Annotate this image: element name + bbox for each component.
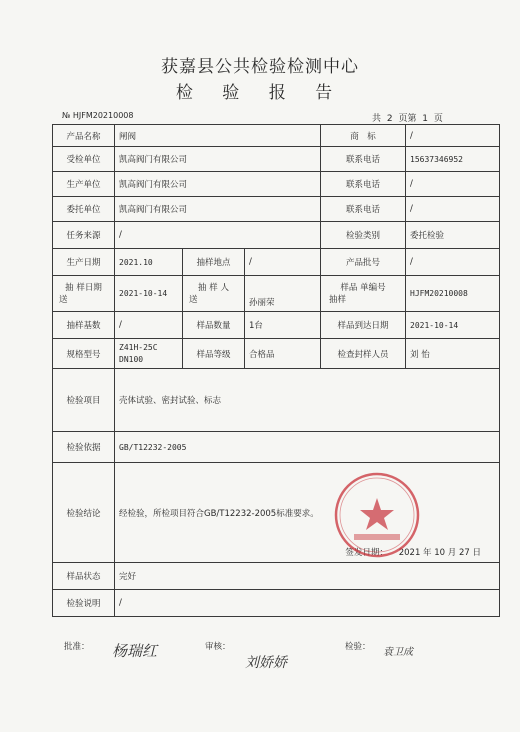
sealer-label: 检查封样人员 [321,339,406,369]
remarks-label: 检验说明 [53,590,115,617]
inspect-signature: 袁卫成 [383,647,413,658]
approve-label: 批准： [64,642,90,652]
sample-base-value: / [115,312,183,339]
review-label: 审核： [205,642,231,652]
conclusion-cell [115,463,500,563]
inspection-type-value: 委托检验 [406,222,500,249]
official-seal-stamp [332,470,422,560]
production-date-label: 生产日期 [53,249,115,276]
client-phone-value: / [406,197,500,222]
client-label: 委托单位 [53,197,115,222]
phone-label: 联系电话 [321,147,406,172]
sampler-value: 孙丽荣 [245,276,321,312]
document-number: № HJFM20210008 [62,111,134,120]
sample-no-value: HJFM20210008 [406,276,500,312]
producer-label: 生产单位 [53,172,115,197]
arrival-date-label: 样品到达日期 [321,312,406,339]
phone-value: 15637346952 [406,147,500,172]
spec-label: 规格型号 [53,339,115,369]
conclusion-value: 经检验，所检项目符合GB/T12232-2005标准要求。 [119,508,319,519]
sample-no-label: 样品 单编号 抽样 [321,276,406,312]
batch-no-label: 产品批号 [321,249,406,276]
product-name-label: 产品名称 [53,125,115,147]
issue-date: 签发日期： 2021 年 10 月 27 日 [345,548,481,558]
review-signature: 刘娇娇 [245,655,287,671]
producer-phone-value: / [406,172,500,197]
trademark-value: / [406,125,500,147]
trademark-label: 商 标 [321,125,406,147]
sample-qty-label: 样品数量 [183,312,245,339]
report-title: 检 验 报 告 [175,83,345,103]
sealer-value: 刘 怡 [406,339,500,369]
client-phone-label: 联系电话 [321,197,406,222]
sampling-date-label: 抽 样日期 送 [53,276,115,312]
items-value: 壳体试验、密封试验、标志 [115,369,500,432]
client-value: 凯高阀门有限公司 [115,197,321,222]
sampling-place-label: 抽样地点 [183,249,245,276]
task-source-value: / [115,222,321,249]
org-title: 获嘉县公共检验检测中心 [161,57,359,77]
sample-qty-value: 1台 [245,312,321,339]
spec-value: Z41H-25C DN100 [115,339,183,369]
inspected-unit-label: 受检单位 [53,147,115,172]
sampler-label: 抽 样 人 送 [183,276,245,312]
producer-value: 凯高阀门有限公司 [115,172,321,197]
items-label: 检验项目 [53,369,115,432]
report-form-table [52,124,500,617]
basis-value: GB/T12232-2005 [115,432,500,463]
sample-base-label: 抽样基数 [53,312,115,339]
grade-value: 合格品 [245,339,321,369]
sampling-date-value: 2021-10-14 [115,276,183,312]
inspected-unit-value: 凯高阀门有限公司 [115,147,321,172]
grade-label: 样品等级 [183,339,245,369]
sample-status-label: 样品状态 [53,563,115,590]
arrival-date-value: 2021-10-14 [406,312,500,339]
product-name-value: 闸阀 [115,125,321,147]
basis-label: 检验依据 [53,432,115,463]
sample-status-value: 完好 [115,563,500,590]
approve-signature: 杨瑞红 [112,642,158,660]
producer-phone-label: 联系电话 [321,172,406,197]
batch-no-value: / [406,249,500,276]
remarks-value: / [115,590,500,617]
page-count: 共 2 页第 1 页 [372,114,443,124]
conclusion-label: 检验结论 [53,463,115,563]
task-source-label: 任务来源 [53,222,115,249]
inspection-type-label: 检验类别 [321,222,406,249]
production-date-value: 2021.10 [115,249,183,276]
inspect-label: 检验： [345,642,371,652]
sampling-place-value: / [245,249,321,276]
